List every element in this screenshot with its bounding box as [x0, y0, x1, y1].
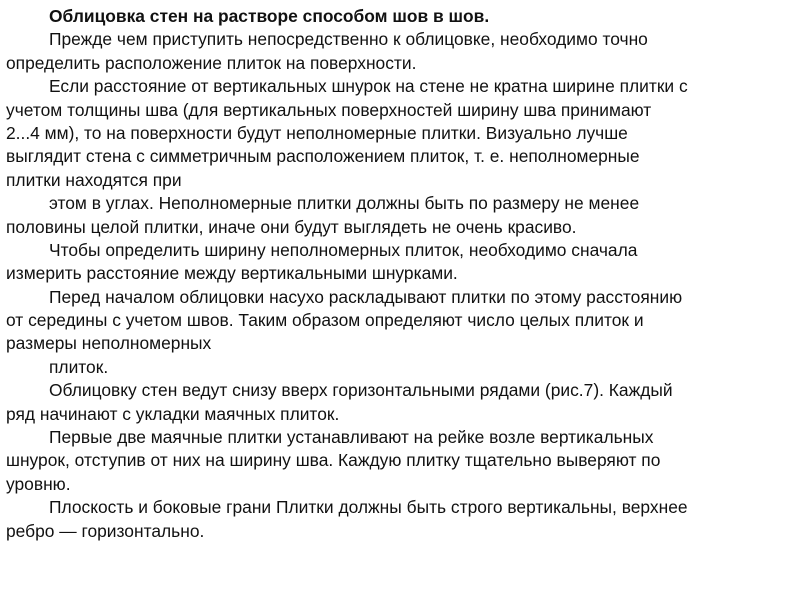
text-line: Если расстояние от вертикальных шнурок на стене не кратна ширине плитки с: [49, 76, 688, 97]
text-line: 2...4 мм), то на поверхности будут неполномерные плитки. Визуально лучше: [6, 122, 628, 143]
text-line: определить расположение плиток на поверхности.: [6, 52, 417, 73]
text-line: размеры неполномерных: [6, 333, 212, 354]
text-line: Прежде чем приступить непосредственно к облицовке, необходимо точно: [49, 29, 648, 50]
text-line: шнурок, отступив от них на ширину шва. Каждую плитку тщательно выверяют по: [6, 450, 661, 471]
text-line: Первые две маячные плитки устанавливают на рейке возле вертикальных: [49, 427, 654, 448]
text-line: ряд начинают с укладки маячных плиток.: [6, 403, 340, 424]
text-line: плиток.: [49, 356, 109, 377]
text-line: плитки находятся при: [6, 169, 182, 190]
text-line: этом в углах. Неполномерные плитки должны быть по размеру не менее: [49, 193, 640, 214]
text-line: Чтобы определить ширину неполномерных плиток, необходимо сначала: [49, 239, 638, 260]
document-title: Облицовка стен на растворе способом шов в шов.: [49, 6, 490, 26]
document-page: [6, 5, 794, 543]
text-line: от середины с учетом швов. Таким образом определяют число целых плиток и: [6, 310, 644, 331]
text-line: учетом толщины шва (для вертикальных поверхностей ширину шва принимают: [6, 99, 652, 120]
text-line: Плоскость и боковые грани Плитки должны быть строго вертикальны, верхнее: [49, 497, 688, 518]
text-line: уровню.: [6, 473, 71, 494]
text-line: Перед началом облицовки насухо раскладывают плитки по этому расстоянию: [49, 286, 683, 307]
text-line: выглядит стена с симметричным расположением плиток, т. е. неполномерные: [6, 146, 640, 167]
text-line: половины целой плитки, иначе они будут выглядеть не очень красиво.: [6, 216, 577, 237]
text-line: ребро — горизонтально.: [6, 520, 205, 541]
text-line: измерить расстояние между вертикальными шнурками.: [6, 263, 458, 284]
text-line: Облицовку стен ведут снизу вверх горизонтальными рядами (рис.7). Каждый: [49, 380, 673, 401]
